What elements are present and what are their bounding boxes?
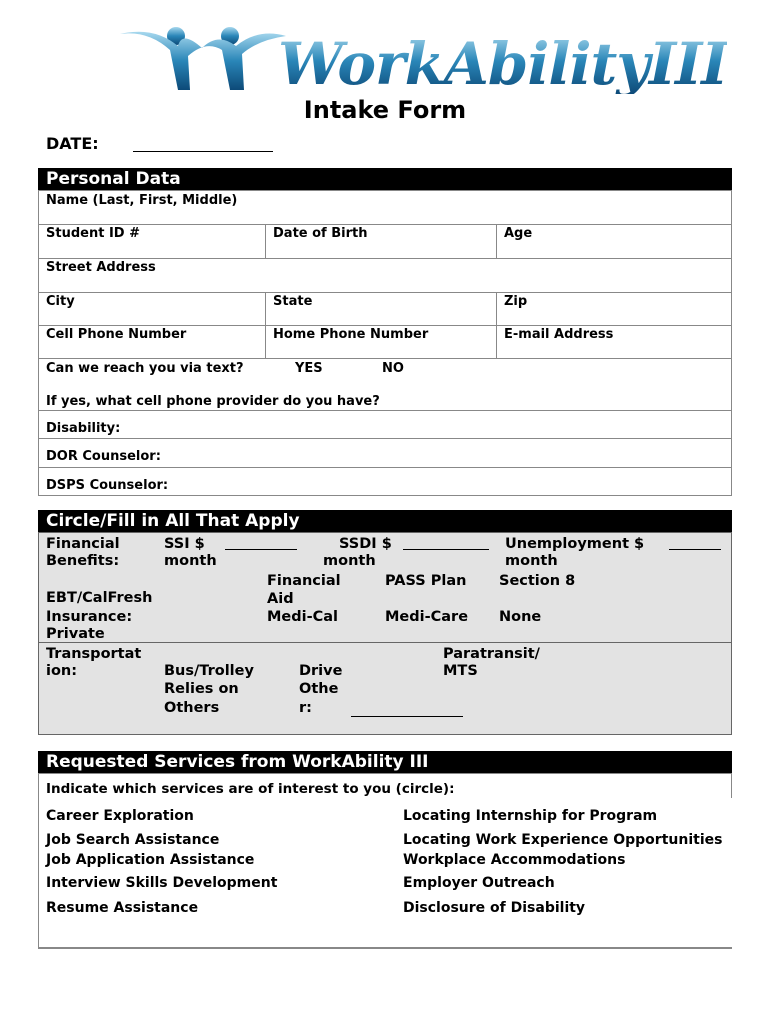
email-field[interactable] [497,326,731,358]
home-phone-label: Home Phone Number [273,327,429,342]
no-option[interactable]: NO [382,361,404,376]
logo-text: WorkAbilityIII [278,30,728,98]
zip-label: Zip [504,294,528,309]
service-accommodations[interactable]: Workplace Accommodations [403,852,626,868]
other-label-2[interactable]: r: [299,700,312,716]
personal-data-header: Personal Data [38,168,732,190]
name-label: Name (Last, First, Middle) [46,193,238,208]
ssi-label[interactable]: SSI $ [164,536,205,552]
zip-field[interactable] [497,293,731,325]
date-field[interactable] [133,151,273,152]
unemployment-amount-field[interactable] [669,549,721,550]
ssdi-month: month [323,553,376,569]
ssi-amount-field[interactable] [225,549,297,550]
service-disclosure[interactable]: Disclosure of Disability [403,900,586,916]
service-interview-skills[interactable]: Interview Skills Development [46,875,278,891]
pass-plan-option[interactable]: PASS Plan [385,573,467,589]
text-row [39,359,731,411]
financial-aid-1[interactable]: Financial [267,573,341,589]
dor-label: DOR Counselor: [46,449,161,464]
services-header: Requested Services from WorkAbility III [38,751,732,773]
services-instruction: Indicate which services are of interest to you (circle): [46,781,455,797]
page-title: Intake Form [303,96,467,124]
id-row [39,225,731,259]
medi-cal-option[interactable]: Medi-Cal [267,609,339,625]
street-row[interactable] [39,259,731,293]
drive-option[interactable]: Drive [299,663,343,679]
ssdi-amount-field[interactable] [403,549,489,550]
state-label: State [273,294,313,309]
dob-field[interactable] [266,225,496,258]
student-id-label: Student ID # [46,226,140,241]
other-transport-field[interactable] [351,716,463,717]
age-label: Age [504,226,533,241]
ebt-calfresh-option[interactable]: EBT/CalFresh [46,590,153,606]
financial-benefits-label-2: Benefits: [46,553,120,569]
dsps-label: DSPS Counselor: [46,478,169,493]
transportation-label-1: Transportat [46,646,142,662]
street-label: Street Address [46,260,156,275]
phone-row [39,326,731,359]
financial-aid-2[interactable]: Aid [267,591,294,607]
paratransit-option-2[interactable]: MTS [443,663,478,679]
age-field[interactable] [497,225,731,258]
cell-phone-label: Cell Phone Number [46,327,187,342]
section-8-option[interactable]: Section 8 [499,573,576,589]
date-label: DATE: [46,134,99,153]
financial-benefits-label-1: Financial [46,536,120,552]
city-field[interactable] [39,293,265,325]
circle-fill-panel [38,532,732,735]
workability-logo [118,26,728,100]
text-question: Can we reach you via text? [46,361,244,376]
insurance-label: Insurance: [46,609,133,625]
yes-option[interactable]: YES [295,361,323,376]
dob-label: Date of Birth [273,226,368,241]
service-job-application[interactable]: Job Application Assistance [46,852,255,868]
disability-row[interactable] [39,411,731,439]
services-panel [38,773,732,949]
service-resume[interactable]: Resume Assistance [46,900,199,916]
paratransit-option-1[interactable]: Paratransit/ [443,646,540,662]
medi-care-option[interactable]: Medi-Care [385,609,469,625]
service-work-experience[interactable]: Locating Work Experience Opportunities [403,832,723,848]
cell-phone-field[interactable] [39,326,265,358]
ssi-month: month [164,553,217,569]
private-option[interactable]: Private [46,626,105,642]
none-option[interactable]: None [499,609,542,625]
disability-label: Disability: [46,421,121,436]
student-id-field[interactable] [39,225,265,258]
service-employer-outreach[interactable]: Employer Outreach [403,875,555,891]
service-internship[interactable]: Locating Internship for Program [403,808,658,824]
home-phone-field[interactable] [266,326,496,358]
service-career-exploration[interactable]: Career Exploration [46,808,194,824]
transportation-label-2: ion: [46,663,78,679]
dor-row[interactable] [39,439,731,468]
others-option[interactable]: Others [164,700,220,716]
people-figures-icon [118,26,288,100]
ssdi-label[interactable]: SSDI $ [339,536,392,552]
other-label-1[interactable]: Othe [299,681,339,697]
circle-fill-header: Circle/Fill in All That Apply [38,510,732,532]
dsps-row[interactable] [39,468,731,497]
city-row [39,293,731,326]
city-label: City [46,294,75,309]
unemployment-label[interactable]: Unemployment $ [505,536,645,552]
state-field[interactable] [266,293,496,325]
bus-trolley-option[interactable]: Bus/Trolley [164,663,254,679]
email-label: E-mail Address [504,327,614,342]
personal-data-table [38,190,732,496]
relies-on-option[interactable]: Relies on [164,681,239,697]
unemployment-month: month [505,553,558,569]
service-job-search[interactable]: Job Search Assistance [46,832,220,848]
provider-question: If yes, what cell phone provider do you have? [46,394,380,409]
name-row[interactable] [39,191,731,225]
